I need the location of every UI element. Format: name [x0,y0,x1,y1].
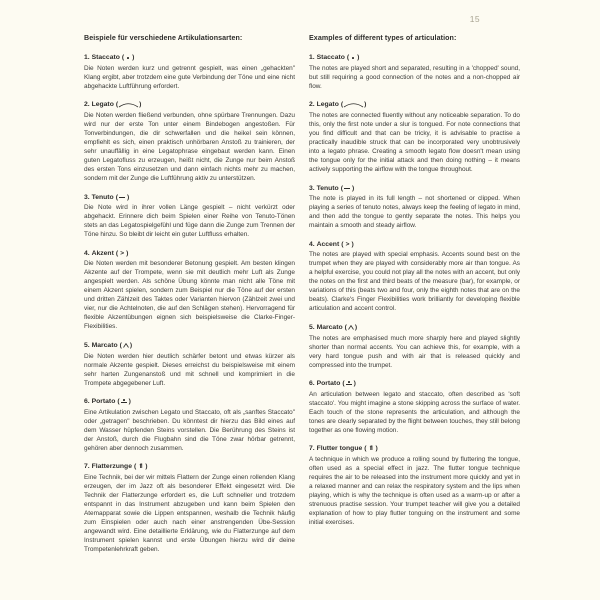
two-column-body [84,34,520,563]
column-english [309,34,520,563]
portato-dot-line-icon [345,380,354,388]
section-body: Die Note wird in ihrer vollen Länge gespielt – nicht verkürzt oder abgehackt. Erinnere dich beim Spielen einer Reihe von Tenuto-Tönen stets an das Legatospielgefühl und füge dann die Zunge zum Trennen der Töne hinzu. So bleibt dir leicht ein guter Luftfluss erhalten. [84,204,295,239]
section-name: Marcato [316,323,343,331]
section-legato-de [84,100,295,183]
section-title: 5. Marcato ( ) [309,323,358,331]
section-number: 4. [84,249,90,257]
section-title: 1. Staccato ( ) [84,54,135,62]
section-title: 3. Tenuto ( ) [309,184,355,192]
section-name: Tenuto [91,193,114,201]
section-title: 2. Legato ( ) [309,101,367,109]
section-name: Portato [316,380,341,388]
section-number: 1. [309,54,315,62]
section-akzent-de [84,249,295,332]
section-title: 4. Accent ( > ) [309,240,354,248]
section-number: 5. [84,341,90,349]
section-title: 6. Portato ( ) [84,398,131,406]
section-number: 2. [84,101,90,109]
section-body: A technique in which we produce a rolling sound by fluttering the tongue, often used as a special effect in jazz. The flutter tongue technique requires the air to be released into the instrument more quickly and yet in a relaxed manner and can relax the respiratory system and the lips when playing, which is why the technique is often used as a warm-up or after a strenuous practise session. Your trumpet teacher will give you a detailed explanation of how to play flutter tonguing on the instrument and some initial exercises. [309,455,520,526]
section-name: Legato [316,101,339,109]
page-number: 15 [469,14,480,24]
section-body: The notes are played with special emphasis. Accents sound best on the trumpet when they are played with considerably more air than tongue. As a helpful exercise, you could not play all the notes with an accent, but only the notes on the first and third beats of the measure (bar), for example, or variations of this (beats two and four, only the eighth notes that are on the beats). Clarke's Finger Flexibilities work brilliantly for developing flexible articulation and accent control. [309,251,520,313]
section-flatterzunge-de [84,462,295,554]
section-staccato-en [309,53,520,91]
section-name: Flutter tongue [316,445,363,453]
section-number: 3. [309,184,315,192]
section-tenuto-de [84,193,295,240]
section-name: Accent [316,240,340,248]
section-body: Die Noten werden kurz und getrennt gespielt, was einen „gehackten" Klang ergibt, aber trotzdem eine gute Verbindung der Töne und eine nicht abgehackte Luftführung erfordert. [84,64,295,90]
section-name: Flatterzunge [91,463,132,471]
section-accent-en [309,240,520,314]
section-number: 7. [84,463,90,471]
section-body: The notes are played short and separated, resulting in a 'chopped' sound, but still requiring a good connection of the notes and a non-chopped air flow. [309,64,520,90]
section-name: Staccato [316,54,345,62]
section-number: 5. [309,323,315,331]
marcato-caret-icon [122,342,130,349]
section-title: 1. Staccato ( ) [309,54,360,62]
section-name: Akzent [91,249,114,257]
section-title: 3. Tenuto ( ) [84,193,130,201]
tenuto-line-icon [118,194,127,201]
section-flutter-tongue-en [309,444,520,527]
accent-wedge-icon: > [120,249,125,257]
section-body: Die Noten werden mit besonderer Betonung gespielt. Am besten klingen Akzente auf der Trompete, wenn sie mit deutlich mehr Luft als Zunge angespielt werden. Als schöne Übung könnte man nicht alle Töne mit einem Akzent spielen, sondern zum Beispiel nur die Töne auf der ersten und dritten Zählzeit des Taktes oder Varianten hiervon (Zählzeit zwei und vier, nur die Achtelnoten, die auf den Schlägen stehen). Hervorragend für flexible Akzentübungen eignen sich beispielsweise die Clarke-Finger-Flexibilities. [84,260,295,331]
section-body: The notes are connected fluently without any noticeable separation. To do this, only the first note under a slur is tongued. For note connections that you find difficult and that can be tricky, it is advisable to practise a practically inaudible struck that can be incorporated very unobtrusively into a legato phrase. Creating a smooth legato flow doesn't mean using the tongue only for the initial attack and then doing nothing – it means actively supporting the airflow with the tongue throughout. [309,112,520,174]
marcato-caret-icon [347,324,355,331]
tenuto-line-icon [343,185,352,192]
section-tenuto-en [309,184,520,231]
column-german [84,34,295,563]
flutter-fl-icon: fl [139,463,143,471]
section-body: The note is played in its full length – not shortened or clipped. When playing a series of tenuto notes, always keep the feeling of legato in mind, and then add the tongue to gently separate the notes. This helps you maintain a smooth and steady airflow. [309,195,520,230]
section-number: 4. [309,240,315,248]
section-number: 6. [309,380,315,388]
section-body: Eine Technik, bei der wir mittels Flattern der Zunge einen rollenden Klang erzeugen, der im Jazz oft als besonderer Effekt eingesetzt wird. Die Technik der Flatterzunge erfordert es, die Luft schneller und trotzdem entspannt in das Instrument abzugeben und kann beim Spielen den Atemapparat sowie die Lippen entspannen, weshalb die Technik häufig zum Einspielen oder auch nach einer anstrengenden Übe-Session angewandt wird. Eine detaillierte Erklärung, wie du Flatterzunge auf dem Instrument spielen kannst und erste Übungen hierzu wird dir deine Trompetenlehrkraft geben. [84,473,295,553]
section-body: The notes are emphasised much more sharply here and played slightly shorter than normal accents. You can achieve this, for example, with a very hard tongue push and with air that is released quickly and compressed into the trumpet. [309,334,520,369]
section-name: Portato [91,398,116,406]
section-body: Die Noten werden hier deutlich schärfer betont und etwas kürzer als normale Akzente gespielt. Dieses erreichst du beispielsweise mit einem sehr harten Zungenanstoß und mit schnell und komprimiert in die Trompete abgegebener Luft. [84,352,295,387]
section-number: 1. [84,54,90,62]
section-name: Tenuto [316,184,339,192]
section-name: Legato [91,101,114,109]
section-name: Marcato [91,341,118,349]
slur-curve-icon [343,101,364,108]
section-title: 6. Portato ( ) [309,380,356,388]
section-portato-de [84,397,295,453]
column-heading-english: Examples of different types of articulation: [309,34,457,42]
section-title: 7. Flutter tongue ( fl ) [309,445,378,453]
section-number: 6. [84,398,90,406]
section-number: 2. [309,101,315,109]
section-title: 7. Flatterzunge ( fl ) [84,463,148,471]
section-body: Die Noten werden fließend verbunden, ohne spürbare Trennungen. Dazu wird nur der erste Ton unter einem Bindebogen angestoßen. Für Tonverbindungen, die dir schwerfallen und die heikel sein können, empfiehlt es sich, einen praktisch unhörbaren Anstoß zu trainieren, der sehr unauffällig in eine Legatophrase eingebaut werden kann. Einen guten Legatofluss zu erzeugen, heißt nicht, die Zunge nur beim Anstoß des ersten Tons einzusetzen und dann einfach nichts mehr zu machen, sondern mit der Zunge die Luftführung aktiv zu unterstützen. [84,112,295,183]
section-body: Eine Artikulation zwischen Legato und Staccato, oft als „sanftes Staccato" oder „getragen" beschrieben. Du könntest dir hierzu das Bild eines auf dem Wasser hüpfenden Steins vorstellen. Die Berührung des Steins ist der Anstoß, durch die Flugbahn sind die Töne zwar hörbar getrennt, gehören aber dennoch zusammen. [84,408,295,452]
column-heading-german: Beispiele für verschiedene Artikulationsarten: [84,34,243,42]
portato-dot-line-icon [120,398,129,406]
section-legato-en [309,100,520,174]
section-title: 5. Marcato ( ) [84,341,133,349]
section-title: 2. Legato ( ) [84,101,142,109]
slur-curve-icon [118,101,139,108]
accent-wedge-icon: > [345,240,350,248]
staccato-dot-icon [124,54,132,61]
section-marcato-en [309,323,520,370]
section-title: 4. Akzent ( > ) [84,249,129,257]
section-name: Staccato [91,54,120,62]
staccato-dot-icon [349,54,357,61]
section-number: 3. [84,193,90,201]
section-marcato-de [84,341,295,388]
section-number: 7. [309,445,315,453]
section-portato-en [309,379,520,435]
section-staccato-de [84,53,295,91]
section-body: An articulation between legato and staccato, often described as 'soft staccato'. You might imagine a stone skipping across the surface of water. Each touch of the stone represents the articulation, and although the tones are clearly separated by the flight between touches, they still belong together as one flowing motion. [309,390,520,434]
flutter-fl-icon: fl [369,445,373,453]
